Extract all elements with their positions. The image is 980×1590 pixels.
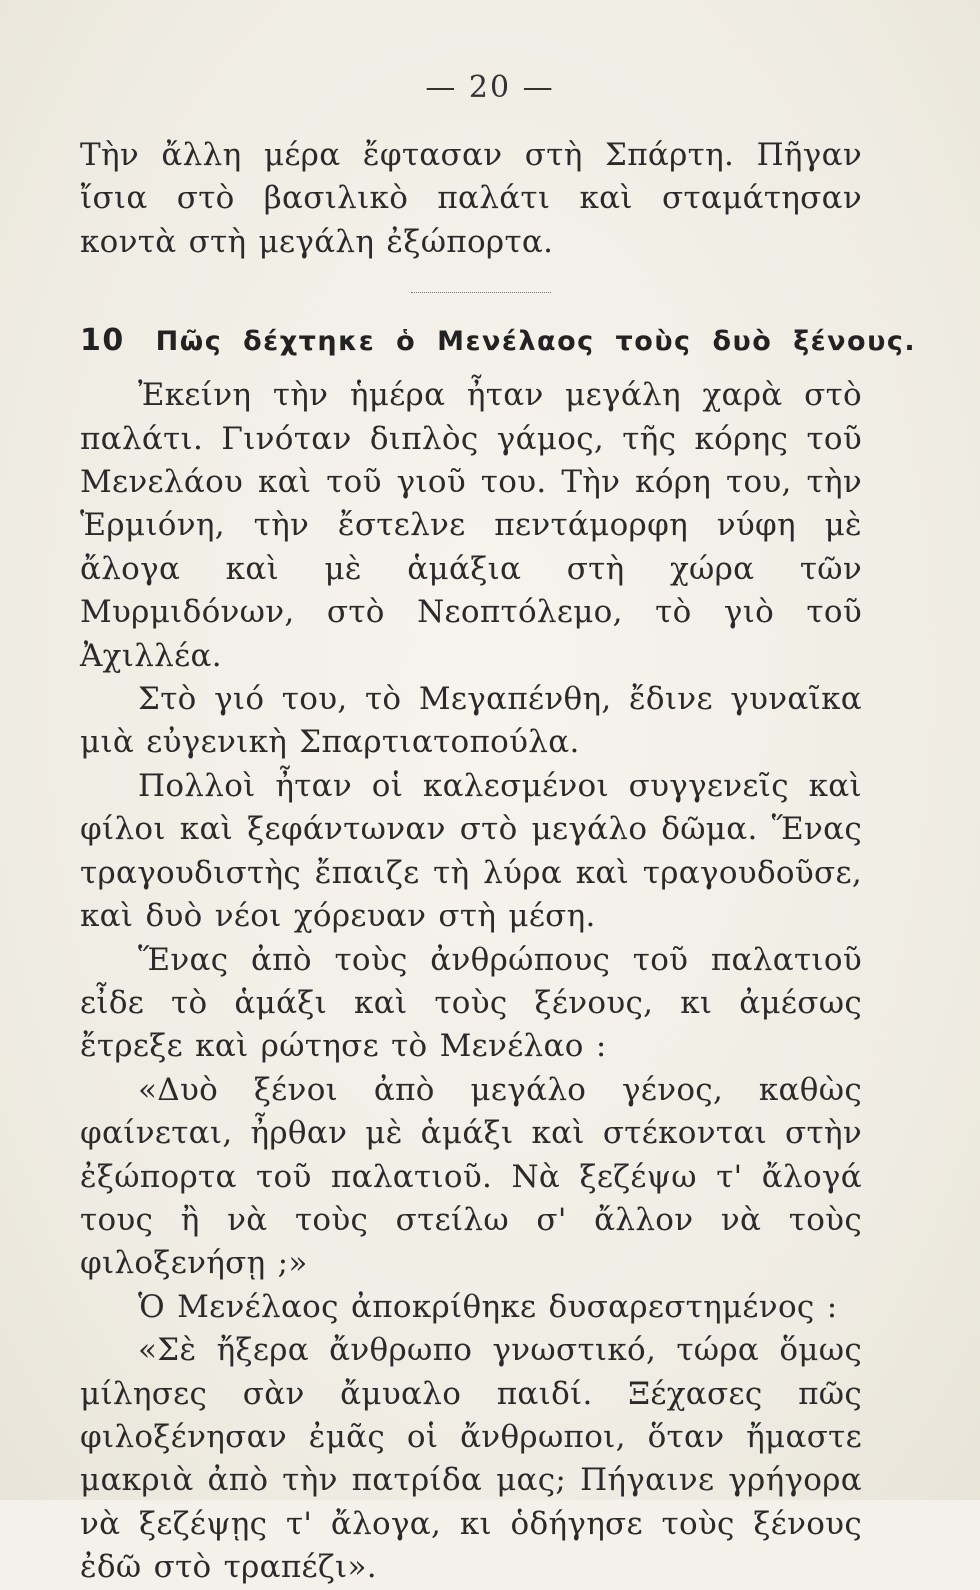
- page-body: [80, 134, 917, 1590]
- section-title: Πῶς δέχτηκε ὁ Μενέλαος τοὺς δυὸ ξένους.: [155, 326, 917, 358]
- body-paragraph: Ἐκείνη τὴν ἡμέρα ἦταν μεγάλη χαρὰ στὸ παλάτι. Γινόταν διπλὸς γάμος, τῆς κόρης τοῦ Μενελάου καὶ τοῦ γιοῦ του. Τὴν κόρη του, τὴν Ἑρμιόνη, τὴν ἔστελνε πεντάμορφη νύφη μὲ ἄλογα καὶ μὲ ἁμάξια στὴ χώρα τῶν Μυρμιδόνων, στὸ Νεοπτόλεμο, τὸ γιὸ τοῦ Ἀχιλλέα.: [80, 377, 862, 674]
- page-number: — 20 —: [425, 70, 555, 105]
- intro-paragraph: Τὴν ἄλλη μέρα ἔφτασαν στὴ Σπάρτη. Πῆγαν ἴσια στὸ βασιλικὸ παλάτι καὶ σταμάτησαν κοντὰ στὴ μεγάλη ἐξώπορτα.: [80, 137, 862, 260]
- section-heading: [80, 319, 917, 364]
- body-paragraph: Ἕνας ἀπὸ τοὺς ἀνθρώπους τοῦ παλατιοῦ εἶδε τὸ ἁμάξι καὶ τοὺς ξένους, κι ἀμέσως ἔτρεξε καὶ ρώτησε τὸ Μενέλαο :: [80, 941, 862, 1065]
- section-number: 10: [80, 323, 125, 359]
- section-divider: [411, 292, 551, 293]
- body-paragraph: Πολλοὶ ἦταν οἱ καλεσμένοι συγγενεῖς καὶ φίλοι καὶ ξεφάντωναν στὸ μεγάλο δῶμα. Ἕνας τραγουδιστὴς ἔπαιζε τὴ λύρα καὶ τραγουδοῦσε, καὶ δυὸ νέοι χόρευαν στὴ μέση.: [80, 767, 862, 935]
- body-paragraph: «Σὲ ἤξερα ἄνθρωπο γνωστικό, τώρα ὅμως μίλησες σὰν ἄμυαλο παιδί. Ξέχασες πῶς φιλοξένησαν ἐμᾶς οἱ ἄνθρωποι, ὅταν ἤμαστε μακριὰ ἀπὸ τὴν πατρίδα μας; Πήγαινε γρήγορα νὰ ξεζέψῃς τ' ἄλογα, κι ὁδήγησε τοὺς ξένους ἐδῶ στὸ τραπέζι».: [80, 1332, 862, 1586]
- body-paragraph: Στὸ γιό του, τὸ Μεγαπένθη, ἔδινε γυναῖκα μιὰ εὐγενικὴ Σπαρτιατοπούλα.: [80, 681, 862, 761]
- body-paragraph: «Δυὸ ξένοι ἀπὸ μεγάλο γένος, καθὼς φαίνεται, ἦρθαν μὲ ἁμάξι καὶ στέκονται στὴν ἐξώπορτα τοῦ παλατιοῦ. Νὰ ξεζέψω τ' ἄλογά τους ἢ νὰ τοὺς στείλω σ' ἄλλον νὰ τοὺς φιλοξενήσῃ ;»: [80, 1071, 862, 1282]
- body-paragraph: Ὁ Μενέλαος ἀποκρίθηκε δυσαρεστημένος :: [138, 1288, 838, 1325]
